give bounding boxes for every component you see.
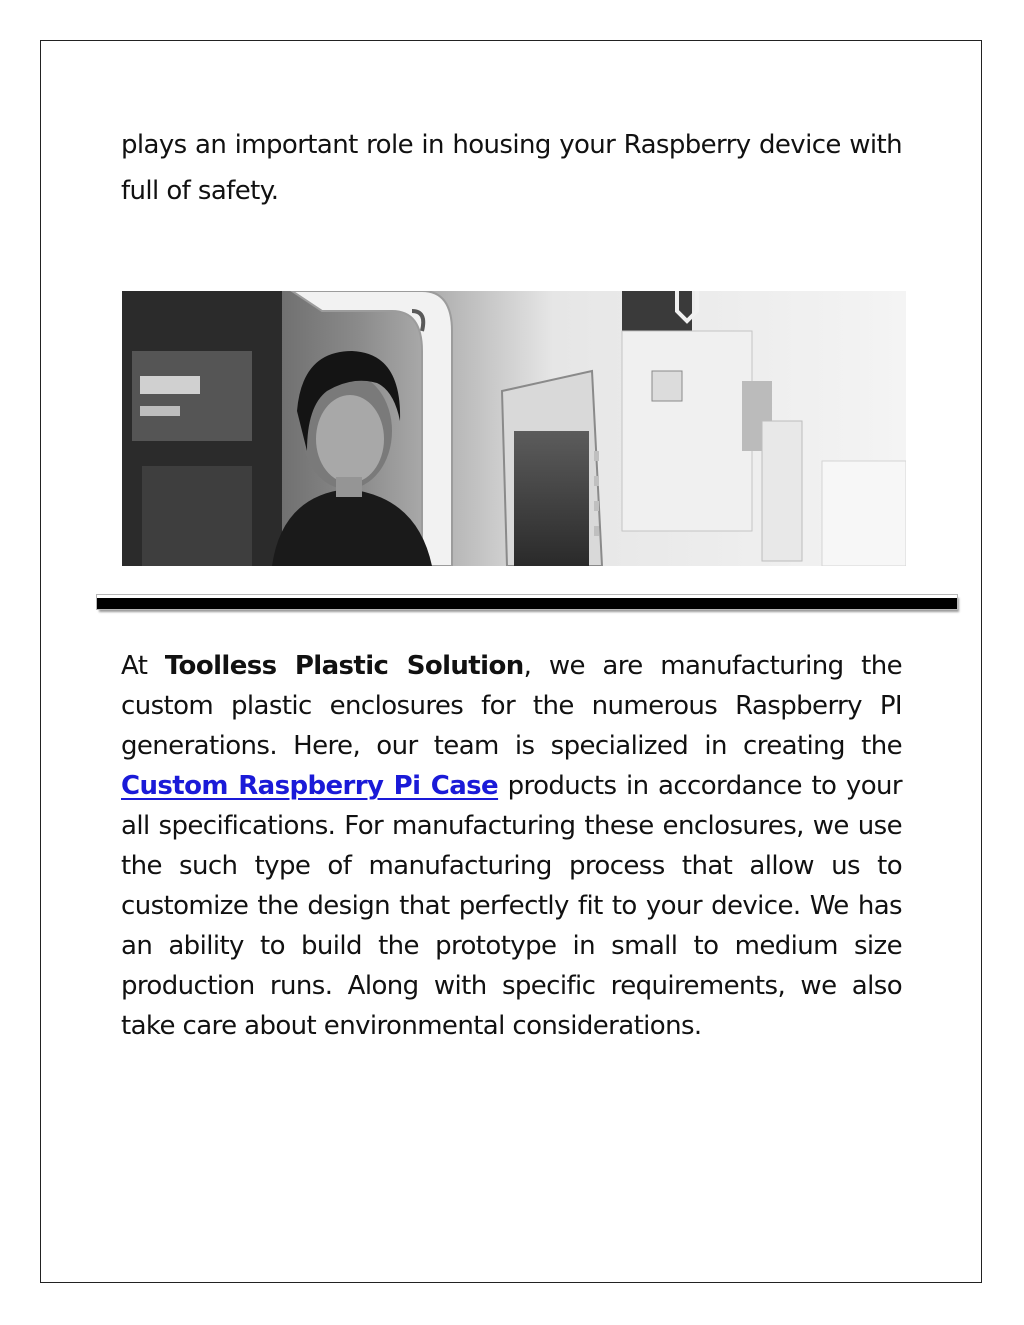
main-segment-2: products in accordance to your all specifications. For manufacturing these enclosures, we use the such type of manufacturing process that allow us to customize the design that perfectly fit to your device. We has an ability to build the prototype in small to medium size production runs. Along with specific requirements, we also take care about environmental considerations. bbox=[121, 771, 902, 1041]
main-segment-1: , we are manufacturing the custom plastic enclosures for the numerous Raspberry PI generations. Here, our team is specialized in creating the bbox=[121, 651, 902, 761]
custom-raspberry-pi-case-link[interactable]: Custom Raspberry Pi Case bbox=[121, 771, 499, 801]
brand-name: Toolless Plastic Solution bbox=[164, 651, 524, 681]
main-paragraph bbox=[121, 646, 902, 1046]
main-prefix: At bbox=[121, 651, 165, 681]
worker-machine-photo bbox=[122, 291, 906, 566]
intro-paragraph: plays an important role in housing your Raspberry device with full of safety. bbox=[121, 130, 902, 206]
horizontal-divider bbox=[97, 595, 957, 609]
